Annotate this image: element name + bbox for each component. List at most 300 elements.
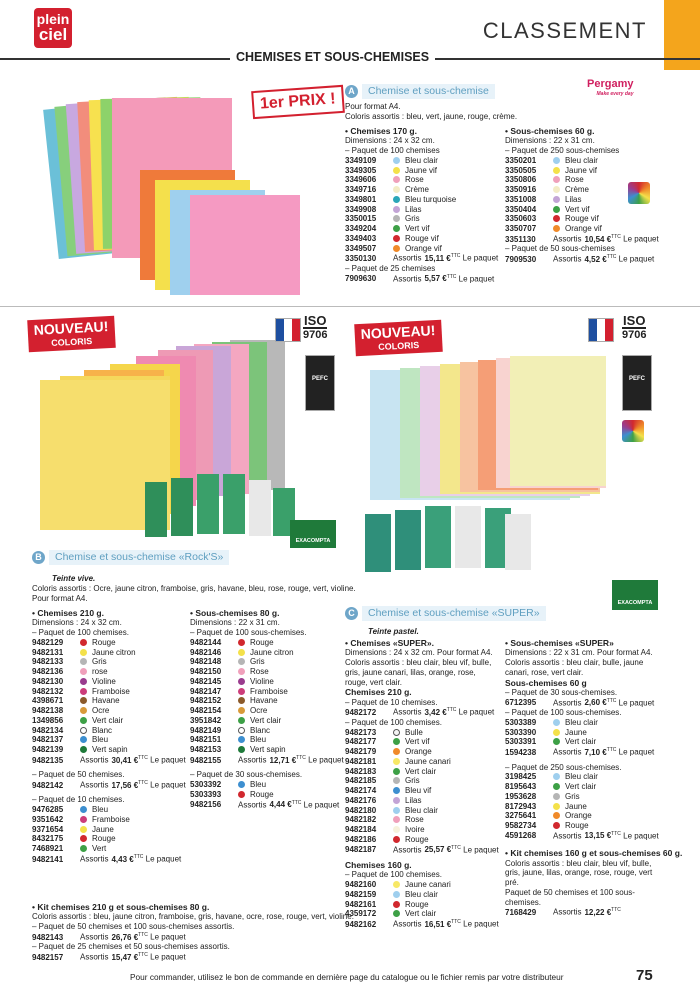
b-col1-item-7-label: Ocre — [92, 706, 110, 716]
b-col1-item2-2-ref: 9371654 — [32, 824, 64, 834]
c-col1-item-4-label: Vert clair — [405, 766, 437, 776]
b-col1-item-0 — [32, 638, 187, 648]
b-col1-item-0-ref: 9482129 — [32, 637, 64, 647]
c-col1-assort3-unit: TTC — [451, 919, 461, 926]
a-col1-item-6-label: Gris — [405, 214, 420, 224]
super-folders-illustration — [360, 340, 610, 510]
c-col2-item2-0 — [505, 772, 675, 782]
b-col2-item-1-ref: 9482146 — [190, 647, 222, 657]
b-col1-assort3 — [32, 854, 187, 864]
b-col2-note1: – Paquet de 30 sous-chemises. — [190, 770, 303, 780]
c-col2-note3: – Paquet de 250 sous-chemises. — [505, 762, 622, 772]
c-col2-kit-assort-unit: TTC — [611, 907, 621, 914]
b-col1-item-1-ref: 9482131 — [32, 647, 64, 657]
c-col2-kit-assort-price: 12,22 € — [584, 907, 612, 917]
a-col2-assort2-unit: TTC — [606, 254, 617, 261]
c-col1-item-5 — [345, 776, 505, 786]
a-col2-item-3-label: Crème — [565, 185, 590, 195]
c-col2-item-0-label: Bleu clair — [565, 717, 598, 727]
b-col2-item2-0 — [190, 780, 345, 790]
c-col2-assort3-price: 13,15 € — [584, 831, 612, 841]
c-col1-item-3-label: Jaune canari — [405, 756, 451, 766]
pergamy-tagline: Make every day — [596, 91, 634, 98]
b-col2-item-4-ref: 9482145 — [190, 676, 222, 686]
b-col2-item-2-label: Gris — [250, 657, 265, 667]
a-col1-assort2-price: 5,57 € — [424, 274, 447, 284]
b-col2-item-8-ref: 3951842 — [190, 715, 222, 725]
c-col1-item-9-label: Rose — [405, 815, 424, 825]
a-col1-item-9-ref: 3349507 — [345, 243, 377, 253]
c-col2-item2-1-ref: 8195643 — [505, 782, 537, 792]
b-col2-item-3-color-dot — [238, 668, 245, 675]
b-col1-item-3 — [32, 667, 187, 677]
b-col2-item-6-color-dot — [238, 697, 245, 704]
c-col1-item-10-ref: 9482184 — [345, 825, 377, 835]
b-col1-item-7-color-dot — [80, 707, 87, 714]
b-kit-assort1-price: 26,76 € — [111, 932, 139, 942]
c-col1-assort1-price: 3,42 € — [424, 708, 447, 718]
a-col1-item-3-color-dot — [393, 186, 400, 193]
b-col2-item-5 — [190, 687, 345, 697]
b-col1-item-6-ref: 4398671 — [32, 696, 64, 706]
c-col2-assort3-unit: TTC — [611, 830, 621, 837]
b-col1-assort2-price: 17,56 € — [111, 780, 139, 790]
b-kit-assort1-text: Assortis — [80, 932, 109, 942]
c-col1-item2-0-color-dot — [393, 881, 400, 888]
c-col2-kit-head: • Kit chemises 160 g et sous-chemises 60 g. — [505, 848, 683, 859]
b-col1-item-3-ref: 9482136 — [32, 667, 64, 677]
c-col2-item-1-label: Jaune — [565, 727, 587, 737]
a-col2-assort2-price: 4,52 € — [584, 254, 607, 264]
b-col1-item-4-color-dot — [80, 678, 87, 685]
c-col1-item-7-ref: 9482176 — [345, 795, 377, 805]
b-col2-assort2-price: 4,44 € — [269, 800, 292, 810]
b-col2-item-0-ref: 9482144 — [190, 637, 222, 647]
b-col1-item2-4 — [32, 844, 187, 854]
c-col2-kit-assort-text: Assortis — [553, 907, 582, 917]
b-kit-head: • Kit chemises 210 g et sous-chemises 80 g. — [32, 902, 210, 912]
b-col2-item-11-label: Vert sapin — [250, 745, 286, 755]
b-kit-assort1-unit: TTC — [138, 931, 148, 938]
c-col2-item2-4-color-dot — [553, 812, 560, 819]
a-col1-item-9-color-dot — [393, 245, 400, 252]
c-col1-item-11-color-dot — [393, 836, 400, 843]
c-col2-item-0-color-dot — [553, 719, 560, 726]
a-col1-assort1 — [345, 253, 515, 263]
b-col1-item-0-color-dot — [80, 639, 87, 646]
b-col1-item2-0 — [32, 805, 187, 815]
c-col1-note3: – Paquet de 100 chemises. — [345, 870, 442, 880]
c-col2-assort1-text: Assortis — [553, 698, 582, 708]
b-col1-item2-0-color-dot — [80, 806, 87, 813]
c-col2-line-1: Coloris assortis : bleu clair, bulle, jaune — [505, 658, 644, 668]
b-col2-item-7-ref: 9482154 — [190, 706, 222, 716]
c-col1-item2-0-ref: 9482160 — [345, 880, 377, 890]
a-col2-assort2-after: Le paquet — [616, 254, 655, 264]
a-col1-item-5 — [345, 205, 515, 215]
c-col1-item-2-color-dot — [393, 748, 400, 755]
c-col2-item2-3-label: Jaune — [565, 801, 587, 811]
a-col1-item-3-label: Crème — [405, 185, 430, 195]
section-c-col1 — [345, 638, 505, 930]
b-col1-head: • Chemises 210 g. — [32, 608, 104, 618]
b-col2-item-3-label: Rose — [250, 667, 269, 677]
a-col1-item-0-ref: 3349109 — [345, 155, 377, 165]
exacompta-logo-c — [612, 580, 658, 610]
c-col2-assort2-ref: 1594238 — [505, 747, 537, 757]
exacompta-text-b: EXACOMPTA — [295, 538, 331, 544]
c-col2-item-2-ref: 5303391 — [505, 737, 537, 747]
c-col1-item-2 — [345, 747, 505, 757]
b-col1-assort3-price: 4,43 € — [111, 854, 134, 864]
c-col2-assort3-ref: 4591268 — [505, 831, 537, 841]
page-title: CHEMISES ET SOUS-CHEMISES — [230, 50, 435, 65]
c-col1-item2-1-color-dot — [393, 891, 400, 898]
b-col2-item-0 — [190, 638, 345, 648]
c-col2-item-2 — [505, 737, 675, 747]
a-col1-item-2-color-dot — [393, 176, 400, 183]
b-col1-assort1-ref: 9482135 — [32, 755, 64, 765]
b-col2-item-9-ref: 9482149 — [190, 725, 222, 735]
a-col2-item-5-color-dot — [553, 206, 560, 213]
a-col2-item-5 — [505, 205, 675, 215]
c-col2-item2-2-label: Gris — [565, 791, 580, 801]
c-col2-item2-2-color-dot — [553, 793, 560, 800]
b-col1-assort1-text: Assortis — [80, 755, 109, 765]
a-col1-item-6-ref: 3350015 — [345, 214, 377, 224]
b-col2-item-9 — [190, 726, 345, 736]
c-col1-item-11-label: Rouge — [405, 834, 429, 844]
c-col2-assort2-unit: TTC — [606, 747, 617, 754]
brand-logo-line2: ciel — [38, 25, 68, 44]
c-col2-item-1-ref: 5303390 — [505, 727, 537, 737]
c-col1-item-8-label: Bleu clair — [405, 805, 438, 815]
a-col1-item-3-ref: 3349716 — [345, 185, 377, 195]
b-kit-assort1-after: Le paquet — [147, 932, 186, 942]
c-col1-item-3-ref: 9482181 — [345, 756, 377, 766]
b-col1-sub-0: Dimensions : 24 x 32 cm. — [32, 618, 122, 628]
b-col2-sub-0: Dimensions : 22 x 31 cm. — [190, 618, 280, 628]
b-col1-item2-2-label: Jaune — [92, 824, 114, 834]
b-col2-item-10-label: Bleu — [250, 735, 267, 745]
b-col1-assort1-price: 30,41 € — [111, 755, 139, 765]
b-col2-item-2-ref: 9482148 — [190, 657, 222, 667]
b-col1-item2-3-ref: 8432175 — [32, 834, 64, 844]
b-col2-item-4 — [190, 677, 345, 687]
a-col2-item-1-label: Jaune vif — [565, 165, 598, 175]
c-col2-assort2 — [505, 747, 675, 757]
b-kit-assort2 — [32, 952, 352, 962]
c-col1-assort2-after: Le paquet — [460, 845, 499, 855]
c-col1-assort1-ref: 9482172 — [345, 708, 377, 718]
b-col1-item-7-ref: 9482138 — [32, 706, 64, 716]
section-b-col1 — [32, 608, 187, 864]
a-col1-item-4-label: Bleu turquoise — [405, 194, 457, 204]
c-col1-item-9 — [345, 815, 505, 825]
c-col2-item2-3-color-dot — [553, 803, 560, 810]
b-col1-item-3-color-dot — [80, 668, 87, 675]
iso-logo-left — [303, 315, 327, 341]
b-col1-item-6-label: Havane — [92, 696, 120, 706]
b-col2-item-4-color-dot — [238, 678, 245, 685]
a-col1-item-5-ref: 3349908 — [345, 204, 377, 214]
c-col2-item2-4-ref: 3275641 — [505, 811, 537, 821]
coloris-badge-c-text: COLORIS — [378, 340, 420, 353]
b-col1-item-2-color-dot — [80, 658, 87, 665]
c-col2-line-0: Dimensions : 22 x 31 cm. Pour format A4. — [505, 648, 653, 658]
brand-logo-line1: plein — [36, 11, 70, 27]
b-col2-item-7 — [190, 706, 345, 716]
c-col2-note2: – Paquet de 100 sous-chemises. — [505, 708, 622, 718]
section-a-intro-0: Pour format A4. — [345, 102, 401, 111]
a-col1-item-4-ref: 3349801 — [345, 194, 377, 204]
a-col1-item-2-label: Rose — [405, 175, 424, 185]
b-kit-assort2-ref: 9482157 — [32, 952, 64, 962]
b-kit-assort1 — [32, 932, 352, 942]
b-col1-item2-3-color-dot — [80, 835, 87, 842]
section-a-header — [345, 84, 495, 99]
b-col1-note1: – Paquet de 50 chemises. — [32, 770, 125, 780]
b-col2-item-10-ref: 9482151 — [190, 735, 222, 745]
section-b-intro — [32, 574, 356, 603]
c-col2-item2-5-ref: 9582734 — [505, 821, 537, 831]
c-col1-item-6-label: Bleu vif — [405, 786, 432, 796]
section-title: CLASSEMENT — [482, 18, 647, 43]
c-col1-item2-3-label: Vert clair — [405, 909, 437, 919]
b-col1-item-5 — [32, 687, 187, 697]
c-col1-line-2: gris, jaune canari, lilas, orange, rose, — [345, 667, 476, 677]
c-col2-item-0-ref: 5303389 — [505, 717, 537, 727]
c-col2-item2-5 — [505, 821, 675, 831]
b-col2-item-4-label: Violine — [250, 676, 274, 686]
b-col1-item-2 — [32, 657, 187, 667]
a-col1-item-8-ref: 3349403 — [345, 233, 377, 243]
c-col2-head: • Sous-chemises «SUPER» — [505, 638, 614, 648]
c-col1-item-7-color-dot — [393, 797, 400, 804]
c-col2-assort2-price: 7,10 € — [584, 747, 607, 757]
b-col1-item-9 — [32, 726, 187, 736]
c-col1-assort2-unit: TTC — [451, 844, 461, 851]
c-col1-item-10-color-dot — [393, 826, 400, 833]
a-col1-assort1-unit: TTC — [450, 253, 461, 260]
b-col2-sub-1: – Paquet de 100 sous-chemises. — [190, 628, 307, 638]
a-col2-item-0-ref: 3350201 — [505, 155, 537, 165]
c-col1-item-3 — [345, 757, 505, 767]
b-col2-item-5-label: Framboise — [250, 686, 288, 696]
a-col1-item-7-ref: 3349204 — [345, 224, 377, 234]
b-col1-item-7 — [32, 706, 187, 716]
c-col2-note1: – Paquet de 30 sous-chemises. — [505, 687, 618, 697]
c-col2-kit-assort — [505, 907, 675, 917]
a-col1-assort2-unit: TTC — [446, 273, 457, 280]
b-kit-assort2-after: Le paquet — [147, 952, 186, 962]
c-col2-item-1 — [505, 728, 675, 738]
section-a-letter: A — [345, 85, 358, 98]
c-col2-kit-line-3: Paquet de 50 chemises et 100 sous- — [505, 887, 635, 897]
a-col1-item-2 — [345, 175, 515, 185]
c-col2-assort1-price: 2,60 € — [584, 698, 607, 708]
c-col2-item2-3 — [505, 802, 675, 812]
c-col2-assort3-after: Le paquet — [620, 831, 659, 841]
b-col2-assort2 — [190, 800, 345, 810]
c-col1-item-0-ref: 9482173 — [345, 727, 377, 737]
b-col2-item-5-color-dot — [238, 688, 245, 695]
c-col2-kit-line-4: chemises. — [505, 897, 542, 907]
b-col2-assort1-ref: 9482155 — [190, 755, 222, 765]
a-col1-item-0-color-dot — [393, 157, 400, 164]
a-col1-item-0-label: Bleu clair — [405, 155, 438, 165]
b-col1-item-6 — [32, 696, 187, 706]
a-col1-item-3 — [345, 185, 515, 195]
b-col2-head: • Sous-chemises 80 g. — [190, 608, 280, 618]
a-col2-item-7-ref: 3350707 — [505, 224, 537, 234]
b-col2-item2-1-color-dot — [238, 791, 245, 798]
c-col1-assort1-text: Assortis — [393, 708, 422, 718]
b-col2-item2-0-ref: 5303392 — [190, 780, 222, 790]
b-col2-assort2-unit: TTC — [291, 799, 302, 806]
section-a-title: Chemise et sous-chemise — [362, 84, 495, 99]
c-col2-assort1-after: Le paquet — [616, 698, 655, 708]
b-col1-item2-1-color-dot — [80, 816, 87, 823]
c-col1-item-5-label: Gris — [405, 776, 420, 786]
c-col2-item2-0-color-dot — [553, 773, 560, 780]
section-divider — [0, 306, 700, 307]
b-col2-item-8-color-dot — [238, 717, 245, 724]
c-col2-item2-4 — [505, 811, 675, 821]
b-col1-item-9-color-dot — [80, 727, 87, 734]
b-col1-item-8 — [32, 716, 187, 726]
a-col2-item-3-color-dot — [553, 186, 560, 193]
b-col1-item-1-label: Jaune citron — [92, 647, 136, 657]
a-col1-item-7-label: Vert vif — [405, 224, 430, 234]
c-col2-item2-0-label: Bleu clair — [565, 772, 598, 782]
b-col1-item-5-color-dot — [80, 688, 87, 695]
color-wheel-a — [628, 182, 650, 204]
section-b-intro-1: Pour format A4. — [32, 593, 88, 603]
section-b-letter: B — [32, 551, 45, 564]
c-col1-item2-1-ref: 9482159 — [345, 889, 377, 899]
b-col1-item2-3-label: Rouge — [92, 834, 116, 844]
section-a-intro — [345, 102, 517, 122]
a-col2-item-1 — [505, 166, 675, 176]
b-col1-item-6-color-dot — [80, 697, 87, 704]
b-col1-item2-3 — [32, 834, 187, 844]
b-col1-item2-1-ref: 9351642 — [32, 814, 64, 824]
c-col1-item-8-ref: 9482180 — [345, 805, 377, 815]
a-col1-assort2 — [345, 274, 515, 284]
b-kit-note: – Paquet de 25 chemises et 50 sous-chemises assortis. — [32, 942, 230, 952]
a-col2-sub-1: – Paquet de 250 sous-chemises — [505, 146, 620, 156]
a-col1-item-0 — [345, 156, 515, 166]
a-col2-assort2 — [505, 254, 675, 264]
a-col2-item-5-ref: 3350404 — [505, 204, 537, 214]
c-col1-item-3-color-dot — [393, 758, 400, 765]
b-col2-item-5-ref: 9482147 — [190, 686, 222, 696]
a-col1-item-6-color-dot — [393, 215, 400, 222]
b-col1-item2-4-color-dot — [80, 845, 87, 852]
b-col2-item-2 — [190, 657, 345, 667]
c-col2-subhead: Sous-chemises 60 g — [505, 677, 587, 688]
b-col2-item-10-color-dot — [238, 736, 245, 743]
b-col1-item-10-color-dot — [80, 736, 87, 743]
a-col2-assort1-text: Assortis — [553, 234, 582, 244]
b-col1-item2-1 — [32, 815, 187, 825]
a-col1-item-1-ref: 3349305 — [345, 165, 377, 175]
a-col1-sub-1: – Paquet de 100 chemises — [345, 146, 440, 156]
b-col1-assort3-text: Assortis — [80, 854, 109, 864]
spacer — [505, 841, 675, 848]
b-col1-item-4-ref: 9482130 — [32, 676, 64, 686]
b-col1-item-0-label: Rouge — [92, 637, 116, 647]
b-col1-assort3-ref: 9482141 — [32, 854, 64, 864]
b-col1-item-11-ref: 9482139 — [32, 745, 64, 755]
packs-illustration — [145, 470, 305, 540]
b-col2-item-6 — [190, 696, 345, 706]
b-col2-item-0-color-dot — [238, 639, 245, 646]
a-col2-item-2-ref: 3350806 — [505, 175, 537, 185]
c-col2-item-2-label: Vert clair — [565, 737, 597, 747]
c-col1-assort2-text: Assortis — [393, 845, 422, 855]
c-col2-item2-2 — [505, 792, 675, 802]
b-col1-sub-1: – Paquet de 100 chemises. — [32, 628, 129, 638]
c-col2-item2-1 — [505, 782, 675, 792]
a-col2-assort2-ref: 7909530 — [505, 254, 537, 264]
exacompta-logo-b — [290, 520, 336, 548]
b-col2-assort2-ref: 9482156 — [190, 800, 222, 810]
c-col1-item-0-color-dot — [393, 729, 400, 736]
c-col2-item2-5-label: Rouge — [565, 821, 589, 831]
b-kit-line-1: – Paquet de 50 chemises et 100 sous-chemises assortis. — [32, 922, 235, 932]
a-col2-item-6-ref: 3350603 — [505, 214, 537, 224]
a-col2-item-1-color-dot — [553, 167, 560, 174]
c-col1-item2-1-label: Bleu clair — [405, 889, 438, 899]
iso-num-right: 9706 — [622, 329, 647, 341]
c-col1-item2-2-color-dot — [393, 901, 400, 908]
c-col1-subhead2: Chemises 160 g. — [345, 860, 412, 871]
b-col2-item-3 — [190, 667, 345, 677]
c-col1-item2-0 — [345, 880, 505, 890]
a-col1-item-5-label: Lilas — [405, 204, 422, 214]
a-col2-item-6-label: Rouge vif — [565, 214, 599, 224]
pefc-logo-right — [622, 355, 652, 411]
a-col2-assort1-ref: 3351130 — [505, 234, 536, 244]
c-col1-note2: – Paquet de 100 chemises. — [345, 717, 442, 727]
a-col1-item-8 — [345, 234, 515, 244]
c-col2-assort2-after: Le paquet — [616, 747, 655, 757]
b-col1-assort1-unit: TTC — [138, 754, 148, 761]
c-col2-item2-1-color-dot — [553, 783, 560, 790]
b-col2-item-1-color-dot — [238, 649, 245, 656]
a-col2-item-5-label: Vert vif — [565, 204, 590, 214]
a-col2-assort1-unit: TTC — [611, 233, 621, 240]
a-col1-item-8-label: Rouge vif — [405, 233, 439, 243]
b-col2-item-6-ref: 9482152 — [190, 696, 222, 706]
b-col1-item-2-ref: 9482133 — [32, 657, 64, 667]
c-col2-item2-0-ref: 3198425 — [505, 772, 537, 782]
b-col1-item-11-color-dot — [80, 746, 87, 753]
c-col1-item-6 — [345, 786, 505, 796]
a-col2-sub-0: Dimensions : 22 x 31 cm. — [505, 136, 595, 146]
b-col2-assort2-after: Le paquet — [301, 800, 340, 810]
b-col1-item2-0-ref: 9476285 — [32, 805, 64, 815]
a-col1-item-4-color-dot — [393, 196, 400, 203]
c-col1-line-0: Dimensions : 24 x 32 cm. Pour format A4. — [345, 648, 493, 658]
section-c-title: Chemise et sous-chemise «SUPER» — [362, 606, 546, 621]
c-col1-item2-3-color-dot — [393, 910, 400, 917]
c-col1-item-4-color-dot — [393, 768, 400, 775]
c-col2-item2-3-ref: 8172943 — [505, 801, 537, 811]
c-col1-item-10-label: Ivoire — [405, 825, 425, 835]
